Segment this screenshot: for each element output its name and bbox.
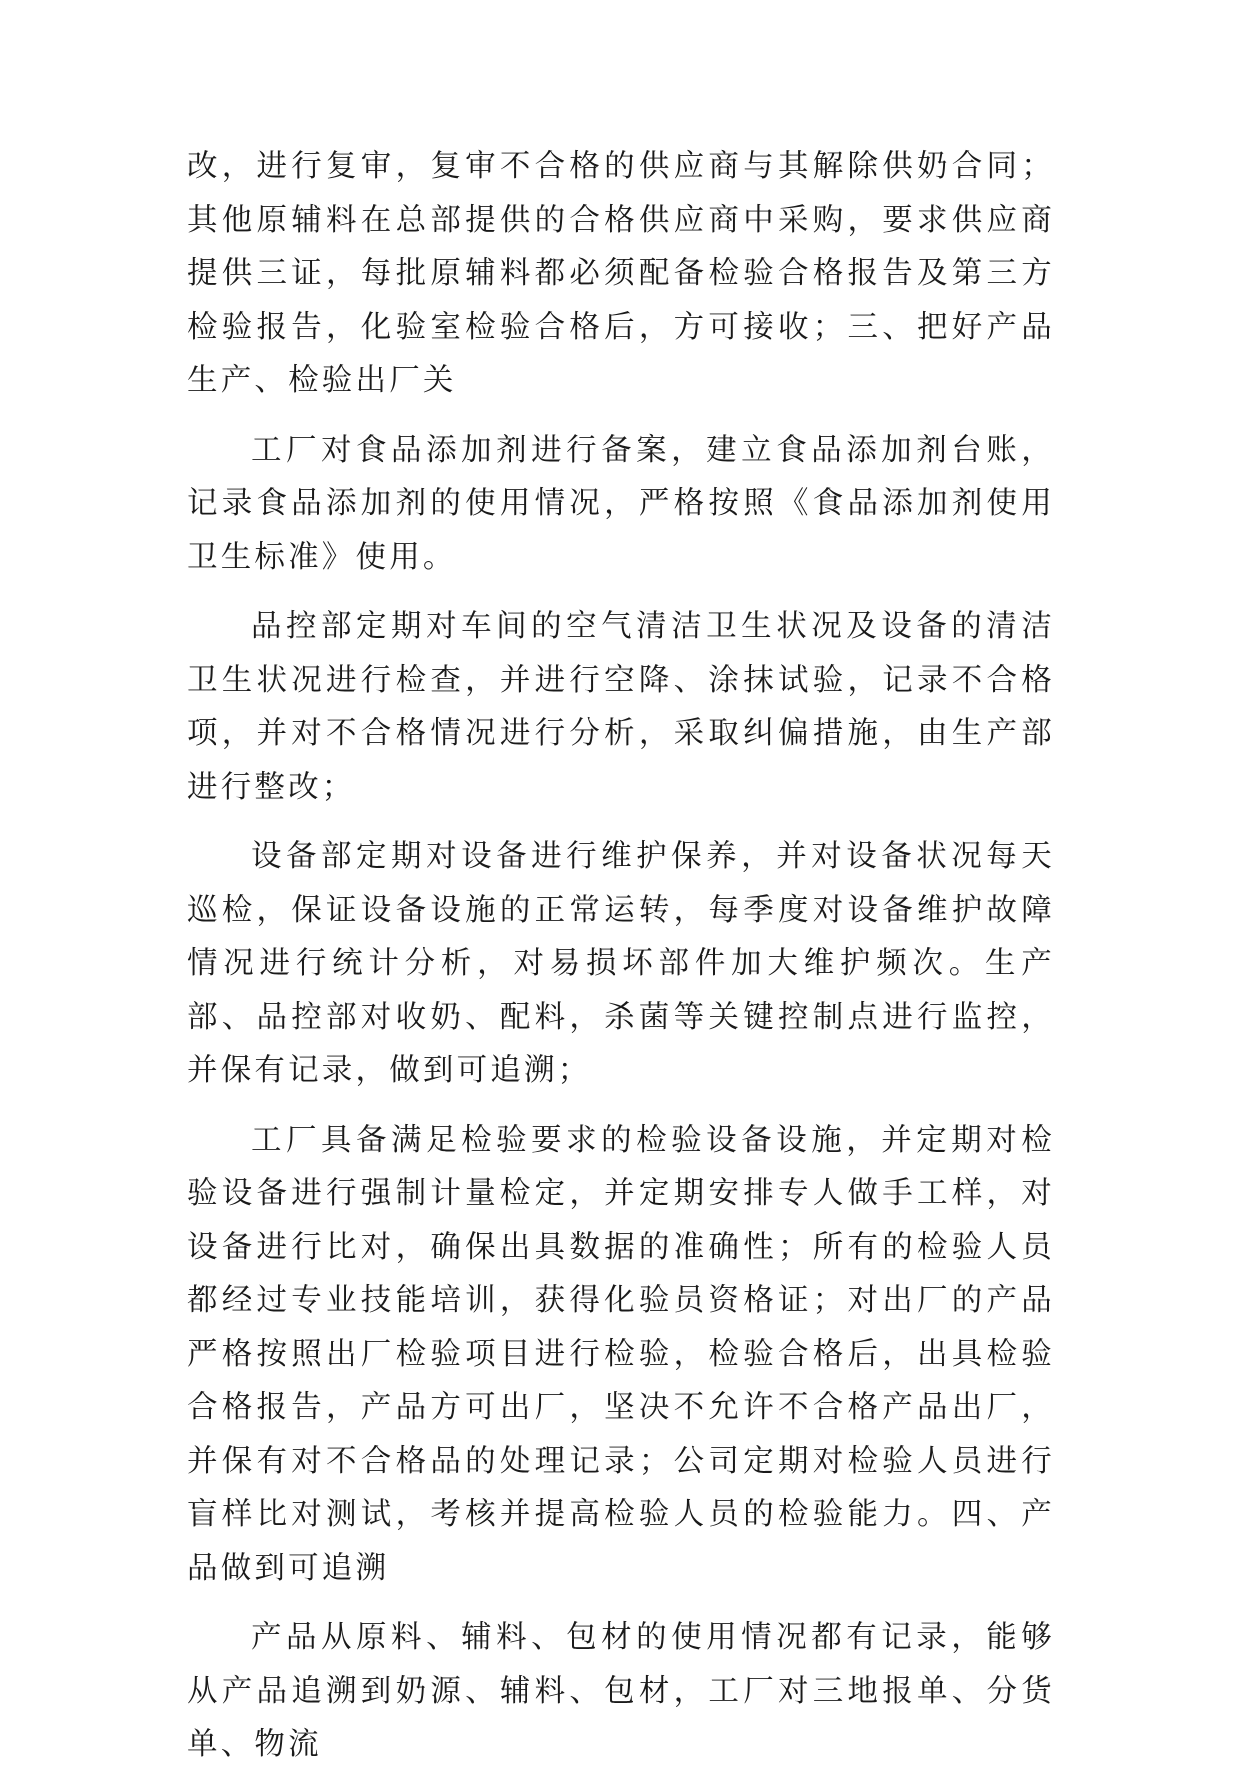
paragraph-equipment-maintenance: 设备部定期对设备进行维护保养，并对设备状况每天巡检，保证设备设施的正常运转，每季度对设备维护故障情况进行统计分析，对易损坏部件加大维护频次。生产部、品控部对收奶、配料，杀菌等关键控制点进行监控，并保有记录，做到可追溯；	[187, 839, 1055, 1088]
paragraph-inspection-equipment: 工厂具备满足检验要求的检验设备设施，并定期对检验设备进行强制计量检定，并定期安排专人做手工样，对设备进行比对，确保出具数据的准确性；所有的检验人员都经过专业技能培训，获得化验员资格证；对出厂的产品严格按照出厂检验项目进行检验，检验合格后，出具检验合格报告，产品方可出厂，坚决不允许不合格产品出厂，并保有对不合格品的处理记录；公司定期对检验人员进行盲样比对测试，考核并提高检验人员的检验能力。四、产品做到可追溯	[187, 1122, 1055, 1586]
paragraph-food-additives: 工厂对食品添加剂进行备案，建立食品添加剂台账，记录食品添加剂的使用情况，严格按照《食品添加剂使用卫生标准》使用。	[187, 432, 1055, 575]
paragraph-quality-control: 品控部定期对车间的空气清洁卫生状况及设备的清洁卫生状况进行检查，并进行空降、涂抹试验，记录不合格项，并对不合格情况进行分析，采取纠偏措施，由生产部进行整改；	[187, 609, 1055, 805]
document-body	[187, 140, 1055, 1788]
paragraph-supplier-review: 改，进行复审，复审不合格的供应商与其解除供奶合同；其他原辅料在总部提供的合格供应商中采购，要求供应商提供三证，每批原辅料都必须配备检验合格报告及第三方检验报告，化验室检验合格后，方可接收；三、把好产品生产、检验出厂关	[187, 149, 1055, 398]
paragraph-traceability: 产品从原料、辅料、包材的使用情况都有记录，能够从产品追溯到奶源、辅料、包材，工厂对三地报单、分货单、物流	[187, 1620, 1055, 1762]
